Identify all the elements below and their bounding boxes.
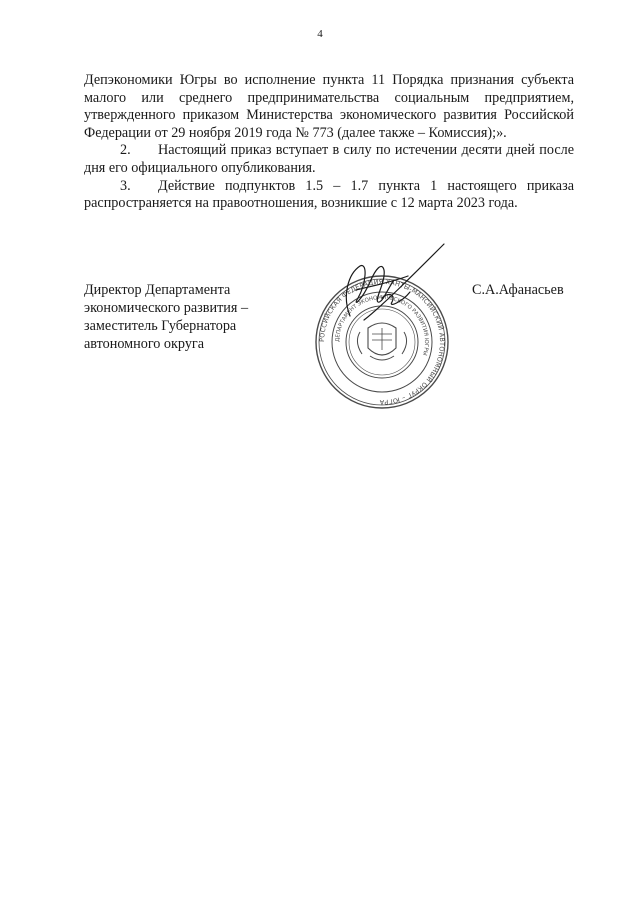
item-2-paragraph bbox=[84, 142, 574, 177]
item-3-number: 3. bbox=[120, 177, 131, 194]
item-2-text: Настоящий приказ вступает в силу по истечении десяти дней после дня его официального опубликования. bbox=[84, 142, 574, 176]
position-line-4: автономного округа bbox=[84, 336, 205, 352]
seal-inner-text: ДЕПАРТАМЕНТ ЭКОНОМИЧЕСКОГО РАЗВИТИЯ ЮГРЫ bbox=[334, 294, 430, 356]
page-number: 4 bbox=[317, 28, 323, 40]
seal-outer-text: РОССИЙСКАЯ ФЕДЕРАЦИЯ ХАНТЫ-МАНСИЙСКИЙ АВТОНОМНЫЙ ОКРУГ – ЮГРА bbox=[317, 277, 447, 407]
position-line-3: заместитель Губернатора bbox=[84, 318, 237, 334]
position-line-2: экономического развития – bbox=[84, 300, 249, 316]
item-3-text: Действие подпунктов 1.5 – 1.7 пункта 1 настоящего приказа распространяется на правоотношения, возникшие с 12 марта 2023 года. bbox=[84, 177, 574, 212]
signer-name: С.А.Афанасьев bbox=[472, 282, 564, 298]
item-2-number: 2. bbox=[120, 142, 131, 159]
document-body bbox=[84, 72, 574, 213]
position-line-1: Директор Департамента bbox=[84, 282, 231, 298]
continuation-paragraph: Депэкономики Югры во исполнение пункта 11 Порядка признания субъекта малого или среднего предпринимательства социальным предприятием, утвержденного приказом Министерства экономического развития Российской Федерации от 29 ноября 2019 года № 773 (далее также – Комиссия);». bbox=[84, 72, 574, 141]
official-seal-and-signature bbox=[312, 236, 452, 432]
signatory-position bbox=[84, 281, 248, 353]
item-3-paragraph bbox=[84, 178, 574, 213]
